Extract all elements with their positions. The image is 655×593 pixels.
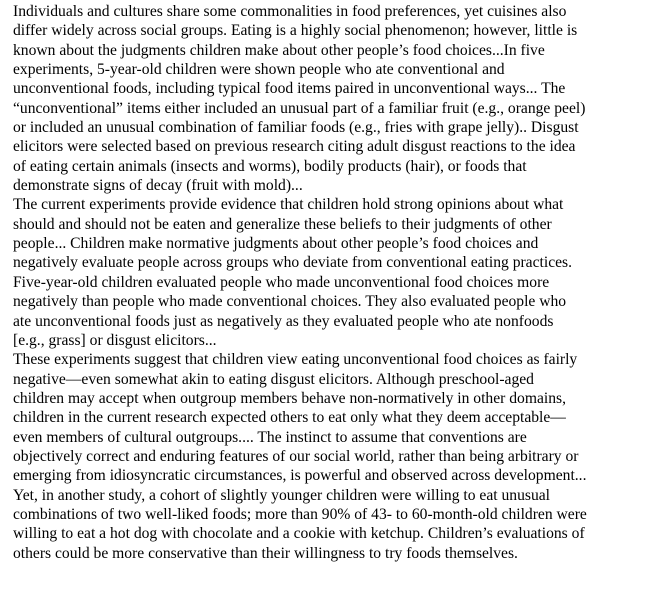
text-line: even members of cultural outgroups.... The instinct to assume that conventions are [13,428,527,446]
paragraph-2 [5,195,655,350]
text-line: The current experiments provide evidence that children hold strong opinions about what [13,196,564,214]
text-line: objectively correct and enduring features of our social world, rather than being arbitrary or [13,447,579,465]
text-line: emerging from idiosyncratic circumstances, is powerful and observed across development... [13,467,587,485]
text-line: elicitors were selected based on previous research citing adult disgust reactions to the idea [13,138,576,156]
text-line: negative—even somewhat akin to eating disgust elicitors. Although preschool-aged [13,370,534,388]
text-line: others could be more conservative than their willingness to try foods themselves. [13,544,518,562]
text-line: negatively evaluate people across groups who deviate from conventional eating practices. [13,254,572,272]
text-line: known about the judgments children make about other people’s food choices...In five [13,41,545,59]
paragraph-3 [5,350,655,563]
text-line: people... Children make normative judgments about other people’s food choices and [13,235,539,253]
text-line: Yet, in another study, a cohort of slightly younger children were willing to eat unusual [13,486,551,504]
text-line: Five-year-old children evaluated people who made unconventional food choices more [13,273,550,291]
text-line: [e.g., grass] or disgust elicitors... [13,331,217,349]
text-line: “unconventional” items either included an unusual part of a familiar fruit (e.g., orange peel) [13,99,586,117]
text-line: negatively than people who made conventional choices. They also evaluated people who [13,293,567,311]
text-line: Individuals and cultures share some commonalities in food preferences, yet cuisines also [13,3,567,20]
text-line: unconventional foods, including typical food items paired in unconventional ways... The [13,80,566,98]
text-line: should and should not be eaten and generalize these beliefs to their judgments of other [13,215,552,233]
text-line: children in the current research expected others to eat only what they deem acceptable— [13,409,566,427]
text-line: These experiments suggest that children view eating unconventional food choices as fairly [13,351,578,369]
text-line: willing to eat a hot dog with chocolate and a cookie with ketchup. Children’s evaluations of [13,525,585,543]
text-line: differ widely across social groups. Eating is a highly social phenomenon; however, little is [13,22,578,40]
text-line: demonstrate signs of decay (fruit with mold)... [13,177,303,195]
text-line: of eating certain animals (insects and worms), bodily products (hair), or foods that [13,157,527,175]
text-line: ate unconventional foods just as negatively as they evaluated people who ate nonfoods [13,312,554,330]
text-line: experiments, 5-year-old children were shown people who ate conventional and [13,61,505,79]
text-line: children may accept when outgroup members behave non-normatively in other domains, [13,389,566,407]
paragraph-1 [5,2,655,195]
text-line: or included an unusual combination of familiar foods (e.g., fries with grape jelly).. Disgust [13,119,579,137]
text-line: combinations of two well-liked foods; more than 90% of 43- to 60-month-old children were [13,505,587,523]
